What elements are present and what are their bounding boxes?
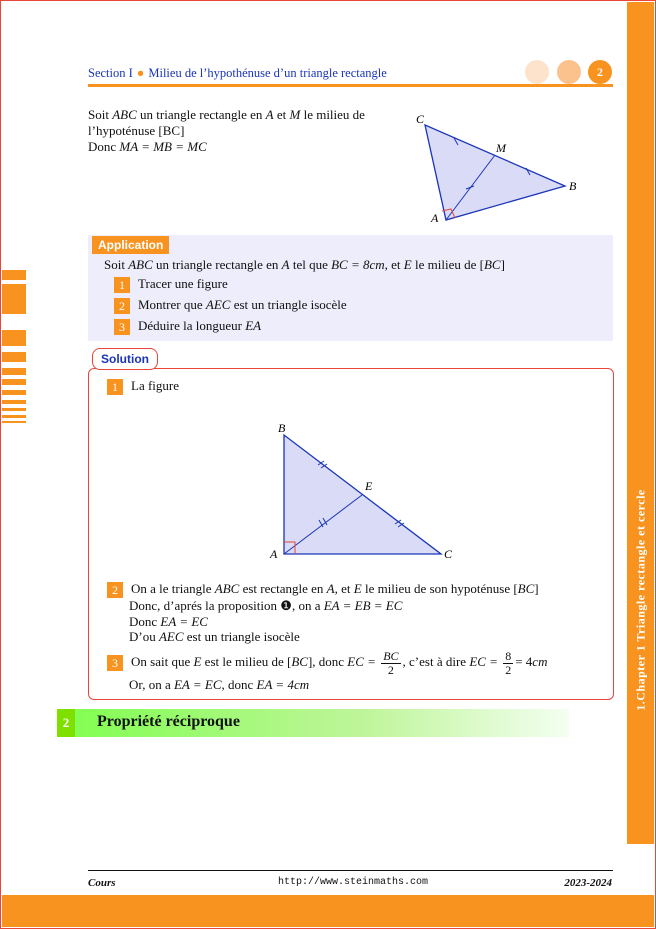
figure-triangle-bac [265, 420, 465, 565]
page-number: 2 [588, 60, 612, 84]
next-section-number: 2 [57, 709, 75, 737]
application-item: 2 Montrer que AEC est un triangle isocèle [114, 297, 347, 314]
footer-url[interactable]: http://www.steinmaths.com [278, 877, 429, 888]
item-number: 3 [114, 319, 130, 335]
label-a: A [431, 211, 439, 225]
item-number: 2 [114, 298, 130, 314]
property-text: Soit ABC un triangle rectangle en A et M le milieu de l’hypoténuse [BC] Donc MA = MB = MC [88, 107, 365, 154]
fraction-8-over-2: $\frac{8}{2}$ [505, 648, 512, 677]
solution-step-1: 1 La figure [107, 378, 179, 395]
footer-label: Cours [88, 877, 116, 889]
application-statement: Soit ABC un triangle rectangle en A tel que BC = 8cm, et E le milieu de [BC] [104, 257, 505, 272]
left-decoration-bars [2, 270, 26, 423]
application-item: 3 Déduire la longueur EA [114, 318, 261, 335]
solution-step-2: 2 On a le triangle ABC est rectangle en A, et E le milieu de son hypoténuse [BC] Donc, d’aprés la proposition ❶, on a EA = EB = EC Donc EA = EC D’ou AEC est un triangle isocèle [107, 581, 539, 645]
solution-tab: Solution [92, 348, 158, 370]
figure-triangle-cmb [410, 110, 590, 225]
label-b: B [278, 421, 286, 435]
application-item: 1 Tracer une figure [114, 276, 228, 293]
label-b: B [569, 179, 577, 193]
label-m: M [496, 141, 506, 155]
label-c: C [444, 547, 453, 561]
bottom-strip [2, 895, 654, 927]
label-c: C [416, 112, 425, 126]
item-number: 1 [114, 277, 130, 293]
application-tab: Application [92, 236, 169, 254]
fraction-bc-over-2: $\frac{BC}{2}$ [383, 648, 399, 677]
header-rule [88, 84, 613, 87]
footer-year: 2023-2024 [564, 877, 612, 889]
page-circle-1 [525, 60, 549, 84]
label-a: A [270, 547, 278, 561]
footer-rule [88, 870, 613, 871]
chapter-side-label: 1.Chapter 1 Triangle rectangle et cercle [633, 489, 647, 711]
label-e: E [365, 479, 373, 493]
section-title: Section I ● Milieu de l’hypothénuse d’un triangle rectangle [88, 66, 387, 80]
next-section-title: Propriété réciproque [97, 713, 240, 730]
page-circle-2 [557, 60, 581, 84]
solution-step-3: 3 On sait que E est le milieu de [BC], donc EC = $\frac{BC}{2}$ , c’est à dire EC = $\frac{8}{2}$ = 4cm Or, on a EA = EC, donc EA = 4cm [107, 647, 547, 693]
